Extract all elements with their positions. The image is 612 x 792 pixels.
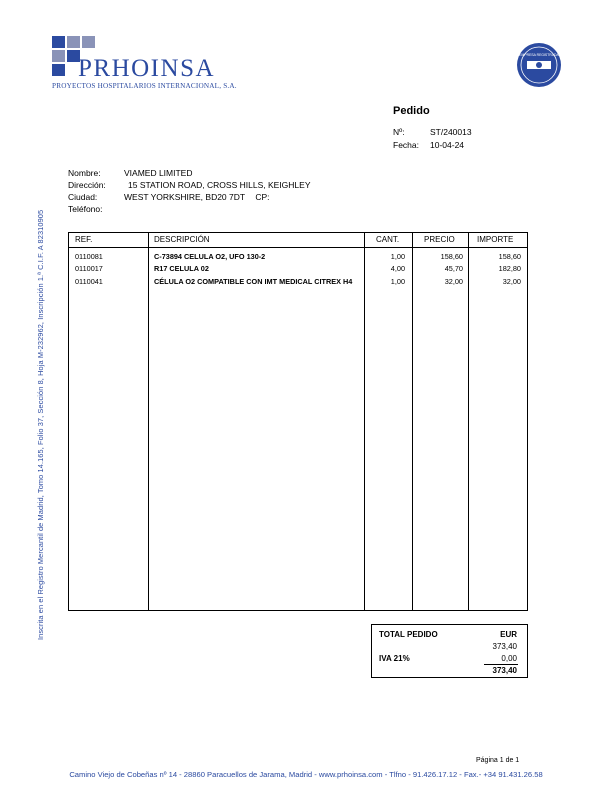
seal-text: EMPRESA REGISTRADA — [519, 53, 559, 57]
order-number: Nº: ST/240013 — [393, 127, 472, 137]
header-amount: IMPORTE — [477, 235, 514, 244]
header-description: DESCRIPCIÓN — [154, 235, 210, 244]
vat-label: IVA 21% — [379, 654, 410, 663]
header-ref: REF. — [75, 235, 93, 244]
header-quantity: CANT. — [376, 235, 400, 244]
items-table: REF. DESCRIPCIÓN CANT. PRECIO IMPORTE 0110081 C-73894 CELULA O2, UFO 130-2 1,00 158,60 158,60 0110017 R17 CELULA 02 4,00 45,70 182,80 0110041 CÉLULA O2 COMPATIBLE CON IMT MEDICAL CITREX H4 1,00 32,00 32,00 — [68, 232, 528, 611]
certification-seal-icon — [516, 42, 562, 88]
client-city: Ciudad: WEST YORKSHIRE, BD20 7DT CP: — [68, 192, 270, 202]
grand-total: 373,40 — [492, 666, 517, 675]
page-number: Página 1 de 1 — [476, 757, 520, 764]
document-title: Pedido — [393, 105, 430, 117]
subtotal: 373,40 — [492, 642, 517, 651]
order-date: Fecha: 10-04-24 — [393, 140, 465, 150]
currency: EUR — [500, 630, 517, 639]
company-logo — [52, 36, 282, 96]
logo-name: PRHOINSA — [78, 55, 216, 82]
totals-box — [371, 624, 528, 678]
registry-text: Inscrita en el Registro Mercantil de Madrid, Tomo 14.165, Folio 37, Sección 8, Hoja M-232962, Inscripción 1.ª C.I.F. A 82310905 — [36, 209, 45, 640]
logo-subtitle: PROYECTOS HOSPITALARIOS INTERNACIONAL, S.A. — [52, 82, 237, 90]
client-name: Nombre: VIAMED LIMITED — [68, 168, 193, 178]
total-label: TOTAL PEDIDO — [379, 630, 438, 639]
vat-amount: 0,00 — [501, 654, 517, 663]
client-phone: Teléfono: — [68, 204, 103, 214]
company-footer: Camino Viejo de Cobeñas nº 14 - 28860 Paracuellos de Jarama, Madrid - www.prhoinsa.com - Tlfno - 91.426.17.12 - Fax.- +34 91.431.26.58 — [69, 770, 543, 779]
header-price: PRECIO — [424, 235, 455, 244]
client-address: Dirección: 15 STATION ROAD, CROSS HILLS, KEIGHLEY — [68, 180, 311, 190]
